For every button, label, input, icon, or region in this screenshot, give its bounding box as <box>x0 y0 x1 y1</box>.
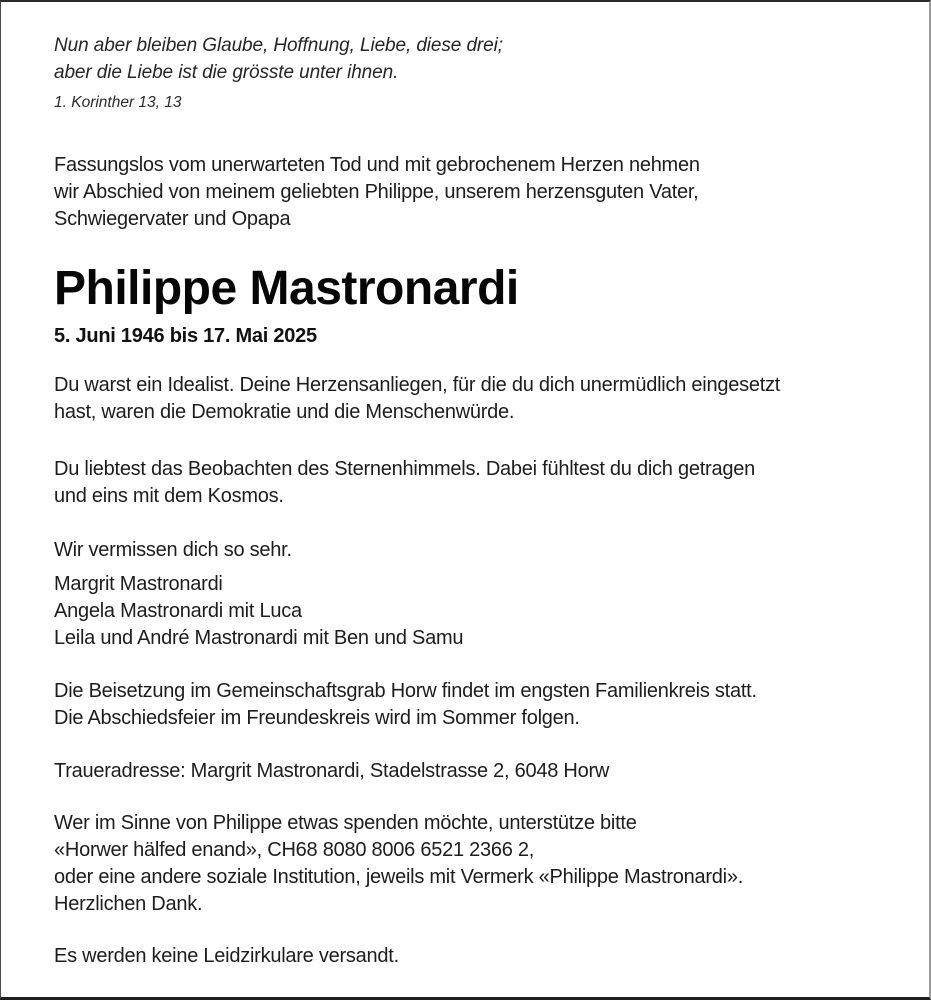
intro-line-3: Schwiegervater und Opapa <box>54 208 291 230</box>
deceased-name: Philippe Mastronardi <box>54 262 519 315</box>
intro-line-1: Fassungslos vom unerwarteten Tod und mit gebrochenem Herzen nehmen <box>54 154 700 176</box>
tribute-kosmos-line-2: und eins mit dem Kosmos. <box>54 485 284 507</box>
donation-line-2: «Horwer hälfed enand», CH68 8080 8006 6521 2366 2, <box>54 839 535 861</box>
donation-line-1: Wer im Sinne von Philippe etwas spenden möchte, unterstütze bitte <box>54 812 637 834</box>
tribute-kosmos-paragraph <box>54 456 869 510</box>
mourner-3: Leila und André Mastronardi mit Ben und Samu <box>54 627 464 649</box>
funeral-info-line-2: Die Abschiedsfeier im Freundeskreis wird im Sommer folgen. <box>54 707 580 729</box>
donation-line-4: Herzlichen Dank. <box>54 893 203 915</box>
tribute-idealist-paragraph <box>54 372 869 426</box>
mourners-list <box>54 571 869 652</box>
tribute-idealist-line-2: hast, waren die Demokratie und die Menschenwürde. <box>54 401 515 423</box>
bible-quote-source: 1. Korinther 13, 13 <box>54 94 182 111</box>
donation-paragraph <box>54 810 869 918</box>
intro-line-2: wir Abschied von meinem geliebten Philippe, unserem herzensguten Vater, <box>54 181 699 203</box>
funeral-info-line-1: Die Beisetzung im Gemeinschaftsgrab Horw findet im engsten Familienkreis statt. <box>54 680 757 702</box>
tribute-idealist-line-1: Du warst ein Idealist. Deine Herzensanliegen, für die du dich unermüdlich eingesetzt <box>54 374 781 396</box>
bible-quote-line-2: aber die Liebe ist die grösste unter ihnen. <box>54 62 399 83</box>
funeral-info-paragraph <box>54 678 869 732</box>
intro-paragraph <box>54 152 869 233</box>
mourner-2: Angela Mastronardi mit Luca <box>54 600 302 622</box>
bible-quote-line-1: Nun aber bleiben Glaube, Hoffnung, Liebe, diese drei; <box>54 35 503 56</box>
mourning-address: Traueradresse: Margrit Mastronardi, Stadelstrasse 2, 6048 Horw <box>54 760 610 782</box>
bible-quote <box>54 32 869 86</box>
life-dates: 5. Juni 1946 bis 17. Mai 2025 <box>54 325 317 347</box>
tribute-kosmos-line-1: Du liebtest das Beobachten des Sternenhimmels. Dabei fühltest du dich getragen <box>54 458 755 480</box>
mourner-1: Margrit Mastronardi <box>54 573 223 595</box>
closing-statement: Es werden keine Leidzirkulare versandt. <box>54 945 399 967</box>
missing-statement: Wir vermissen dich so sehr. <box>54 539 292 561</box>
donation-line-3: oder eine andere soziale Institution, jeweils mit Vermerk «Philippe Mastronardi». <box>54 866 743 888</box>
